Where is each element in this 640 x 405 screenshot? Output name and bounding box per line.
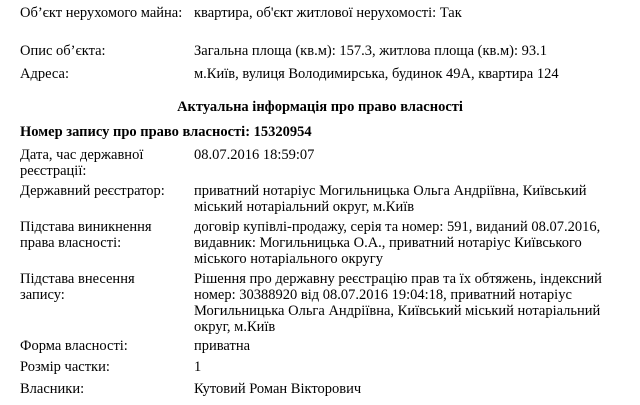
record-number-value: 15320954 (253, 124, 312, 140)
object-type-label: Об’єкт нерухомого майна: (20, 5, 183, 21)
owners-label: Власники: (20, 381, 85, 397)
record-number-label: Номер запису про право власності: (20, 124, 251, 140)
object-description-value: Загальна площа (кв.м): 157.3, житлова площа (кв.м): 93.1 (194, 43, 548, 59)
share-size-label: Розмір частки: (20, 359, 110, 375)
share-size-value: 1 (194, 359, 202, 375)
ownership-section-title: Актуальна інформація про право власності (177, 99, 463, 115)
basis-of-right-value: договір купівлі-продажу, серія та номер: 591, виданий 08.07.2016, видавник: Могильницька О.А., приватний нотаріус Київського міського нотаріального округу (194, 219, 601, 267)
basis-of-entry-value: Рішення про державну реєстрацію прав та їх обтяжень, індексний номер: 30388920 від 08.07.2016 19:04:18, приватний нотаріус Могильницька Ольга Андріївна, Київський міський нотаріальний округ, м.Київ (194, 271, 602, 335)
basis-of-entry-label: Підстава внесення запису: (20, 271, 135, 303)
object-address-value: м.Київ, вулиця Володимирська, будинок 49А, квартира 124 (194, 66, 559, 82)
registration-date-label: Дата, час державної реєстрації: (20, 147, 144, 179)
registrar-label: Державний реєстратор: (20, 183, 165, 199)
registrar-value: приватний нотаріус Могильницька Ольга Андріївна, Київський міський нотаріальний округ, м.Київ (194, 183, 587, 215)
object-description-label: Опис об’єкта: (20, 43, 106, 59)
ownership-form-value: приватна (194, 338, 251, 354)
registration-date-value: 08.07.2016 18:59:07 (194, 147, 315, 163)
ownership-record-number (20, 124, 312, 140)
object-type-value: квартира, об'єкт житлової нерухомості: Так (194, 5, 462, 21)
ownership-form-label: Форма власності: (20, 338, 128, 354)
basis-of-right-label: Підстава виникнення права власності: (20, 219, 152, 251)
object-address-label: Адреса: (20, 66, 69, 82)
owners-value: Кутовий Роман Вікторович (194, 381, 362, 397)
